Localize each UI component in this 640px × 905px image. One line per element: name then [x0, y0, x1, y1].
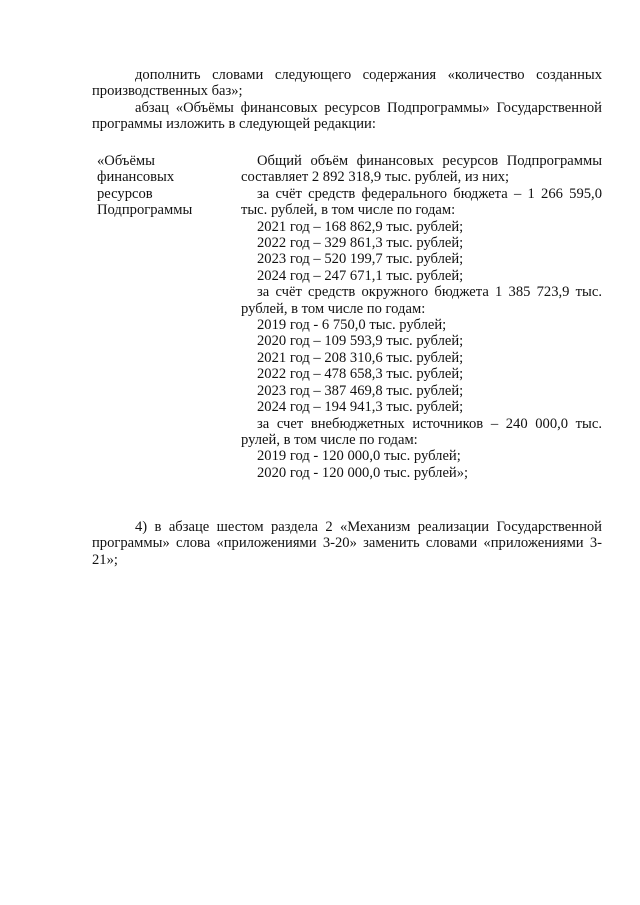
table-right-line: 2020 год - 120 000,0 тыс. рублей»; [257, 464, 469, 481]
table-right-line: Общий объём финансовых ресурсов Подпрограммы составляет 2 892 318,9 тыс. рублей, из них; [241, 153, 602, 186]
table-right-line: 2021 год – 208 310,6 тыс. рублей; [257, 349, 464, 366]
table-right-line: 2019 год - 6 750,0 тыс. рублей; [257, 317, 447, 334]
table-left-line: «Объёмы [97, 153, 155, 169]
table-right-line: 2020 год – 109 593,9 тыс. рублей; [257, 333, 464, 350]
table-right-line: 2024 год – 194 941,3 тыс. рублей; [257, 399, 464, 416]
table-right-line: 2022 год – 478 658,3 тыс. рублей; [257, 366, 464, 383]
table-right-column [241, 153, 602, 481]
table-right-line: 2024 год – 247 671,1 тыс. рублей; [257, 267, 464, 284]
paragraph-amendment-4: 4) в абзаце шестом раздела 2 «Механизм реализации Государственной программы» слова «приложениями 3-20» заменить словами «приложениями 3-21»; [92, 519, 602, 568]
table-right-line: 2019 год - 120 000,0 тыс. рублей; [257, 448, 461, 465]
table-right-line: 2021 год – 168 862,9 тыс. рублей; [257, 218, 464, 235]
paragraph-edit-instruction: абзац «Объёмы финансовых ресурсов Подпрограммы» Государственной программы изложить в следующей редакции: [92, 100, 602, 133]
table-right-line: 2022 год – 329 861,3 тыс. рублей; [257, 235, 464, 252]
table-right-line: за счет внебюджетных источников – 240 000,0 тыс. рулей, в том числе по годам: [241, 415, 602, 448]
table-left-line: ресурсов [97, 185, 153, 202]
table-right-line: за счёт средств окружного бюджета 1 385 723,9 тыс. рублей, в том числе по годам: [241, 284, 602, 317]
table-right-line: 2023 год – 387 469,8 тыс. рублей; [257, 382, 464, 399]
table-right-line: за счёт средств федерального бюджета – 1 266 595,0 тыс. рублей, в том числе по годам: [241, 185, 602, 219]
table-left-line: Подпрограммы [97, 202, 193, 219]
table-left-column [97, 153, 237, 219]
table-right-line: 2023 год – 520 199,7 тыс. рублей; [257, 251, 464, 268]
paragraph-add-words: дополнить словами следующего содержания «количество созданных производственных баз»; [92, 67, 602, 100]
table-left-line: финансовых [97, 169, 175, 186]
